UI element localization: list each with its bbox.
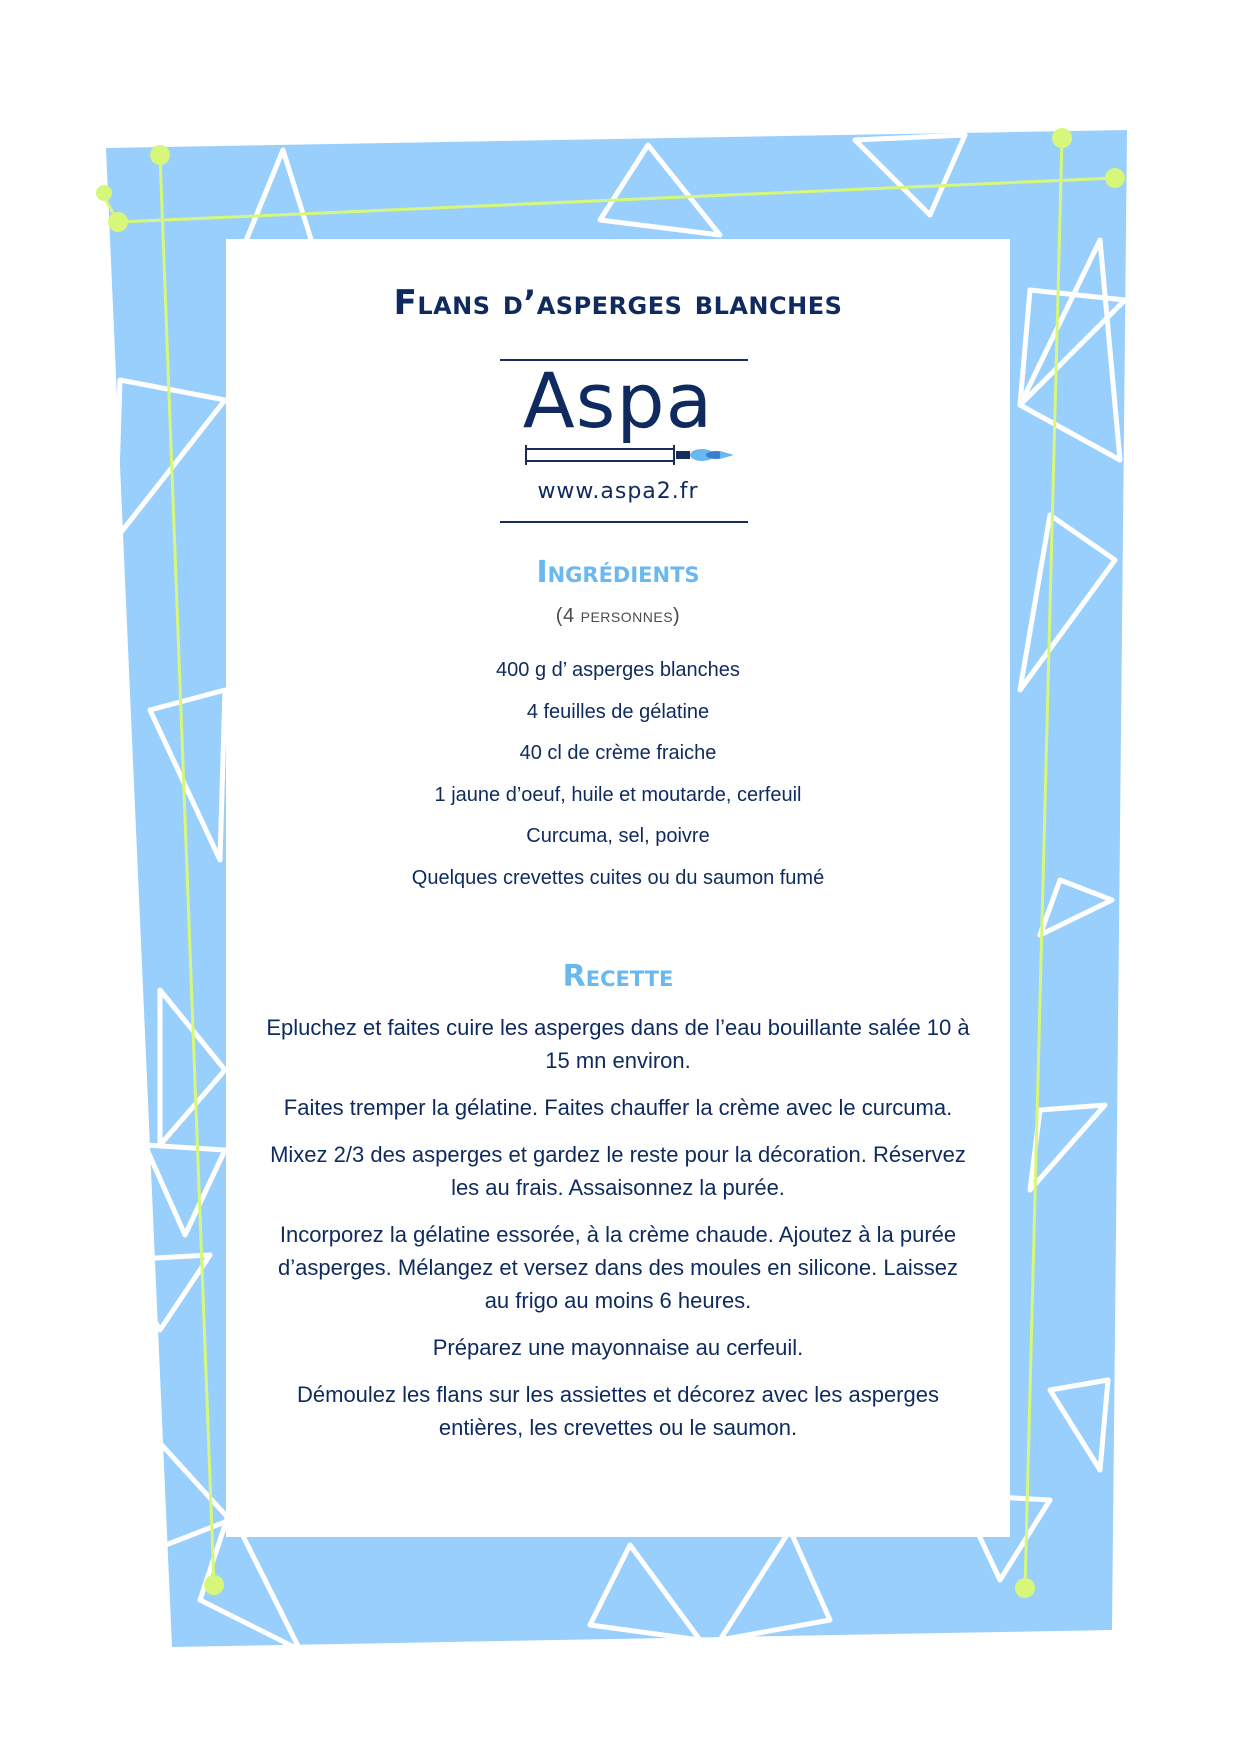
servings-label: (4 personnes) <box>555 605 681 627</box>
recipe-title: Flans d’asperges blanches <box>393 283 843 323</box>
recipe-step: Démoulez les flans sur les assiettes et décorez avec les asperges entières, les crevettes ou le saumon. <box>297 1382 939 1440</box>
ingredients-list <box>226 650 1010 899</box>
recipe-step: Epluchez et faites cuire les asperges dans de l’eau bouillante salée 10 à 15 mn environ. <box>266 1015 970 1073</box>
ingredient-item: 1 jaune d’oeuf, huile et moutarde, cerfeuil <box>434 783 802 806</box>
recipe-step: Faites tremper la gélatine. Faites chauffer la crème avec le curcuma. <box>283 1095 953 1120</box>
header-divider-bottom <box>500 521 748 523</box>
ingredient-item: 40 cl de crème fraiche <box>519 742 717 764</box>
logo-text: Aspa <box>522 356 714 445</box>
recette-heading: Recette <box>562 959 674 994</box>
recipe-step: Mixez 2/3 des asperges et gardez le reste pour la décoration. Réservez les au frais. Assaisonnez la purée. <box>270 1142 966 1200</box>
ingredient-item: 4 feuilles de gélatine <box>526 700 710 723</box>
website-link[interactable]: www.aspa2.fr <box>537 479 699 504</box>
recipe-card <box>226 239 1010 1537</box>
paintbrush-icon <box>524 439 734 469</box>
recipe-step: Incorporez la gélatine essorée, à la crème chaude. Ajoutez à la purée d’asperges. Mélangez et versez dans des moules en silicone. Laissez au frigo au moins 6 heures. <box>278 1222 958 1313</box>
ingredients-heading: Ingrédients <box>536 555 700 590</box>
recipe-steps <box>266 1011 970 1458</box>
ingredient-item: 400 g d’ asperges blanches <box>496 659 740 681</box>
ingredient-item: Curcuma, sel, poivre <box>526 825 710 847</box>
ingredient-item: Quelques crevettes cuites ou du saumon fumé <box>411 866 825 889</box>
recipe-step: Préparez une mayonnaise au cerfeuil. <box>432 1335 804 1360</box>
